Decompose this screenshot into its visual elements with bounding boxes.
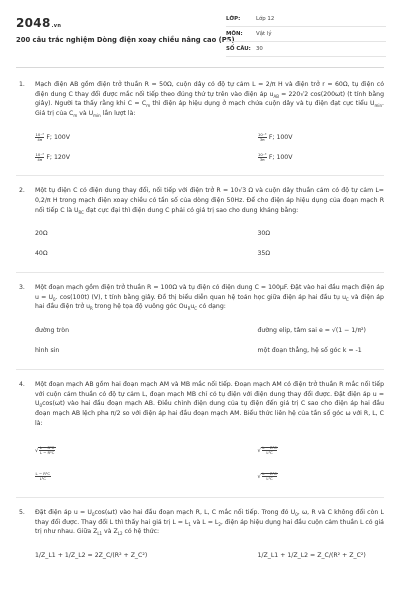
question-4 [0,380,400,489]
option-text: F; 100V [46,133,70,141]
text-sub: 2 [218,521,221,527]
fraction-den: L²C [266,449,273,455]
question-text [35,283,384,312]
text-part: cos(ωt) vào hai đầu đoạn mạch R, L, C mắc nối tiếp. Trong đó U [94,509,296,517]
fraction-den: L²C [39,475,46,481]
text-part: . Giá trị của C [35,100,384,117]
logo-suffix: .vn [51,23,62,29]
question-list [0,80,400,566]
text-part: và điện áp hai đầu điện trở u [35,293,384,311]
fraction-num: 10⁻³ [35,131,44,137]
text-part: trong hệ tọa độ vuông góc Ou [92,303,188,311]
meta-key: MÔN: [226,30,243,37]
meta-row-subject [226,27,386,42]
option-text: F; 100V [268,153,293,161]
text-sub: 0 [295,512,298,518]
text-part: Đặt điện áp u = U [35,509,92,517]
answer-option-a[interactable]: đường tròn [35,327,69,335]
sqrt-expression: √ $\frac{\text{L − R²C}}{\text{L²C}}$ [257,470,277,481]
text-sub: m [73,113,78,119]
answer-options [35,127,384,167]
text-sub: 1 [188,521,191,527]
site-logo[interactable] [16,14,61,33]
text-part: Một đoạn mạch gồm điện trở thuần R = 100Ω và tụ điện có điện dung C = 100μF. Đặt vào hai đầu mạch điện áp u = U [35,284,384,301]
question-divider [16,175,384,176]
text-sub: C [346,297,349,303]
text-sub: min [374,103,383,109]
text-sub: min [93,113,101,119]
text-sub: RC [78,209,84,215]
header-divider [16,67,384,68]
question-text [35,508,384,537]
text-sub: L1 [97,531,103,537]
answer-option-d[interactable]: một đoạn thẳng, hệ số góc k = -1 [257,347,362,355]
text-part: , ω, R và C không đổi còn L thay đổi được. Thay đổi L thì thấy hai giá trị L = L [35,509,384,526]
question-divider [16,272,384,273]
fraction-den: L²C [266,475,273,481]
meta-key: LỚP: [226,15,241,22]
text-sub: L2 [117,531,123,537]
answer-options [35,321,384,361]
text-part: lần lượt là: [100,109,136,117]
text-sub: C [194,306,198,312]
answer-option-a[interactable] [35,127,210,147]
text-sub: 0 [91,512,95,518]
fraction [39,446,55,455]
answer-option-a[interactable] [35,437,210,463]
fraction [262,446,278,455]
text-part: thì điện áp hiệu dụng ở mạch chứa cuộn dây và tụ điện đạt cực tiểu U [150,100,375,108]
text-part: và L = L [190,518,219,526]
fraction [35,153,44,162]
answer-option-b[interactable] [210,437,385,463]
question-divider [16,497,384,498]
answer-option-c[interactable]: hình sin [35,347,60,355]
meta-row-count [226,42,386,57]
text-part: , điện áp hiệu dụng hai đầu cuộn cảm thuần L có giá trị như nhau. Giữa Z [35,518,384,536]
answer-option-d[interactable]: 35Ω [257,250,271,258]
text-sub: 0 [39,403,43,409]
fraction-num: L − R²C [262,444,277,450]
fraction-den: 4π [37,136,43,142]
text-sub: m [146,103,151,109]
answer-option-b[interactable]: 30Ω [257,230,271,238]
question-number: 1. [19,81,25,88]
meta-value: Vật lý [256,30,272,37]
document-title: 200 câu trắc nghiệm Dòng điện xoay chiều nâng cao (P5) [16,36,235,44]
question-5 [0,508,400,566]
fraction [35,133,44,142]
text-part: Một đoạn mạch AB gồm hai đoạn mạch AM và MB mắc nối tiếp. Đoạn mạch AM có điện trở thuần R mắc nối tiếp với cuộn cảm thuần có độ tự cảm L, đoạn mạch MB chỉ có tụ điện với điện dung thay đổi được. Đặt điện áp u = U [35,381,384,408]
text-part: và Z [102,528,118,536]
answer-option-b[interactable]: 1/Z_L1 + 1/Z_L2 = Z_C/(R² + Z_C²) [257,552,366,560]
answer-option-c[interactable]: 40Ω [35,250,48,258]
text-part: cos(ωt) vào hai đầu đoạn mạch AB. Điều chỉnh điện dung của tụ điện đến giá trị C sao cho điện áp hai đầu đoạn mạch AB lệch pha π/2 so với điện áp hai đầu đoạn mạch AM. Biểu thức liên hệ của tần số góc ω với R, L, C là: [35,400,384,427]
text-part: đạt cực đại thì điện dung C phải có giá trị sao cho dung kháng bằng: [83,206,299,214]
fraction-den: L − R²C [39,449,55,455]
answer-options [35,546,384,566]
meta-key: SỐ CÂU: [226,45,251,52]
question-text [35,80,384,118]
fraction-den: 3π [259,136,265,142]
fraction-den: 4π [37,156,43,162]
answer-options [35,437,384,489]
answer-option-c[interactable] [35,463,210,489]
question-text [35,380,384,428]
fraction [262,472,278,481]
answer-option-b[interactable]: đường elip, tâm sai e = √(1 − 1/π²) [257,327,366,335]
question-number: 3. [19,284,25,292]
text-sub: R [187,306,191,312]
question-2 [0,186,400,264]
fraction-num: L − R²C [262,470,277,476]
answer-option-c[interactable] [35,147,210,167]
fraction-num: 10⁻³ [258,151,267,157]
meta-value: Lớp 12 [256,15,275,22]
meta-value: 30 [256,45,263,52]
text-sub: AB [273,93,279,99]
text-sub: R [90,306,93,312]
text-part: có dạng: [197,303,226,311]
fraction-num: 10⁻³ [258,131,267,137]
question-number: 5. [19,509,25,517]
text-part: u [190,303,195,311]
text-sub: 0 [53,297,56,303]
fraction-den: 3π [259,156,265,162]
text-part: có hệ thức: [122,528,160,536]
logo-main: 2048 [16,16,51,30]
fraction [258,133,267,142]
fraction [258,153,267,162]
answer-option-a[interactable]: 20Ω [35,230,48,238]
option-text: F; 120V [46,153,70,161]
question-text [35,186,384,215]
answer-option-b[interactable] [210,127,385,147]
fraction-num: L − R²C [35,470,51,476]
question-divider [16,369,384,370]
option-text: F; 100V [268,133,293,141]
text-part: . cos(100t) (V), t tính bằng giây. Đồ thị biểu diễn quan hệ toán học giữa điện áp hai đầu tụ u [55,293,347,301]
sqrt-expression: √ $\frac{\text{L − R²C}}{\text{L − R²C}}$ [35,444,55,455]
fraction-num: L − R²C [39,444,55,450]
question-number: 2. [19,187,25,195]
answer-option-a[interactable]: 1/Z_L1 + 1/Z_L2 = 2Z_C/(R² + Z_C²) [35,552,148,560]
text-part: Một tụ điện C có điện dung thay đổi, nối tiếp với điện trở R = 10√3 Ω và cuộn dây thuần cảm có độ tự cảm L= 0,2/π H trong mạch điện xoay chiều có tần số của dòng điện 50Hz. Để cho điện áp hiệu dụng của đoạn mạch R nối tiếp C là U [35,187,384,214]
answer-option-d[interactable] [210,147,385,167]
fraction-num: 10⁻³ [35,151,44,157]
text-part: và U [77,109,94,117]
sqrt-expression: √ $\frac{\text{L − R²C}}{\text{L²C}}$ [257,444,277,455]
text-part: = 220√2 cos(200ωt) (t tính bằng giây). Người ta thấy rằng khi C = C [35,90,384,108]
meta-row-class [226,12,386,27]
text-part: Mạch điện AB gồm điện trở thuần R = 50Ω, cuộn dây có độ tự cảm L = 2/π H và điện trở r = 60Ω, tụ điện có điện dung C thay đổi được mắc nối tiếp theo đúng thứ tự trên vào điện áp u [35,81,384,98]
meta-info [226,12,386,57]
fraction [35,472,51,481]
answer-options [35,224,384,264]
page-header [0,0,400,62]
answer-option-d[interactable] [210,463,385,489]
question-1 [0,80,400,167]
question-3 [0,283,400,361]
question-number: 4. [19,381,25,389]
